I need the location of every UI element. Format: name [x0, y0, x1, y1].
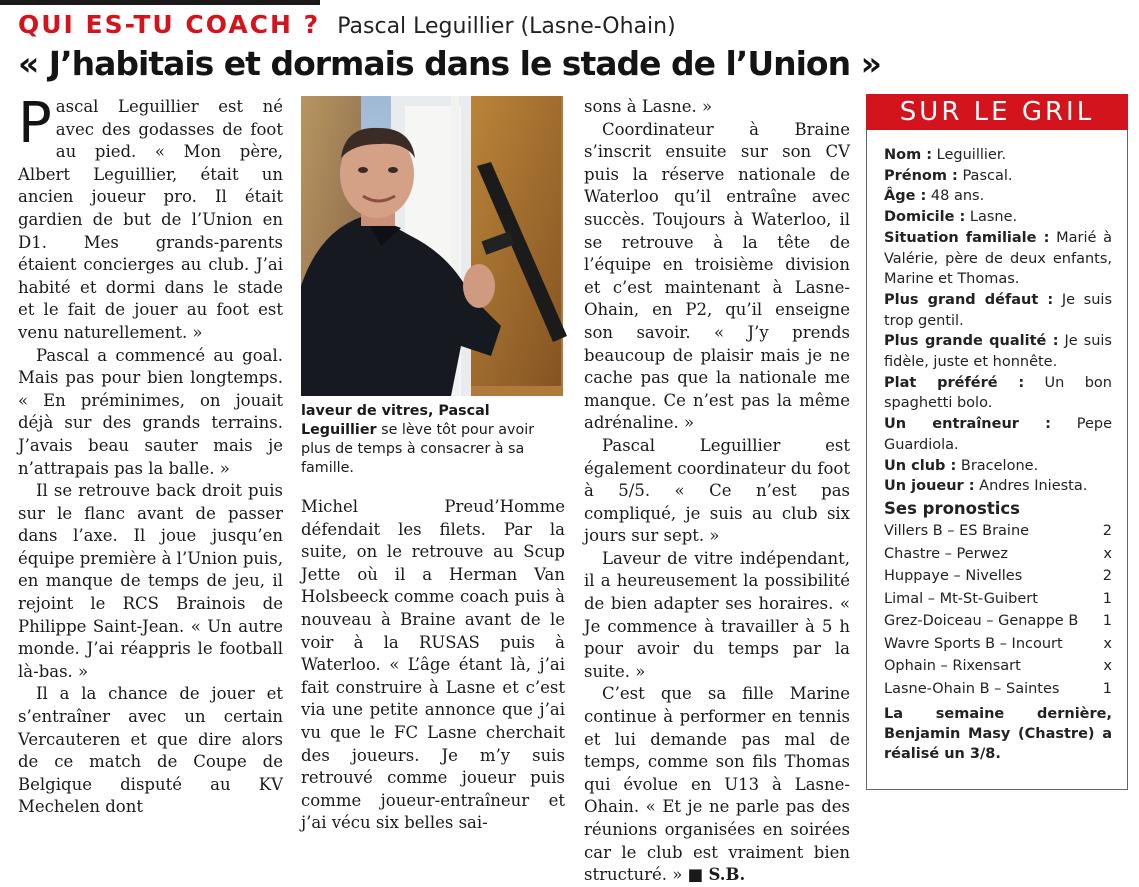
pronostic-pick: 1: [1102, 680, 1112, 697]
kicker: [18, 10, 676, 42]
fact-label: Prénom :: [884, 167, 958, 184]
pronostic-row: [884, 634, 1112, 655]
fact-row: [884, 331, 1112, 372]
pronostic-row: [884, 611, 1112, 632]
fact-value: Marié à Valérie, père de deux enfants, Marine et Thomas.: [884, 229, 1112, 288]
fact-value: Je suis trop gentil.: [884, 291, 1112, 329]
pronostic-row: [884, 589, 1112, 610]
fact-label: Un club :: [884, 457, 957, 474]
paragraph: Laveur de vitre indépendant, il a heureusement la possibilité de bien adapter ses horaires. « Je commence à travailler à 5 h pour avoir du temps par la suite. »: [584, 548, 850, 681]
pronostic-match: Villers B – ES Braine: [884, 523, 1030, 540]
fact-value: Pepe Guardiola.: [884, 416, 1112, 453]
pronostic-row: [884, 566, 1112, 587]
fact-value: Je suis fidèle, juste et honnête.: [884, 333, 1112, 371]
pronostic-pick: x: [1103, 635, 1112, 652]
fact-row: [884, 373, 1112, 414]
pronostic-pick: x: [1103, 545, 1112, 562]
pronostic-row: [884, 679, 1112, 700]
fact-label: Un entraîneur :: [884, 416, 1051, 433]
pronostic-match: Limal – Mt-St-Guibert: [884, 590, 1038, 607]
pronostic-pick: x: [1103, 658, 1112, 675]
top-rule: [0, 0, 320, 5]
paragraph: Il se retrouve back droit puis sur le flanc avant de passer dans l’axe. Il joue jusqu’en équipe première à l’Union puis, en manque de temps de jeu, il rejoint le RCS Brainois de Philippe Saint-Jean. « Un autre monde. J’ai réappris le football là-bas. »: [18, 481, 283, 681]
pronostic-match: Grez-Doiceau – Genappe B: [884, 613, 1079, 630]
paragraph: Pascal a commencé au goal. Mais pas pour bien longtemps. « En préminimes, on jouait déjà sur des grands terrains. J’avais beau sauter mais je n’attrapais pas la balle. »: [18, 345, 283, 478]
paragraph: sons à Lasne. »: [584, 97, 713, 116]
fact-label: Nom :: [884, 147, 933, 163]
rubric-label: QUI ES-TU COACH ?: [18, 10, 321, 39]
pronostic-pick: 2: [1102, 568, 1112, 585]
paragraph: C’est que sa fille Marine continue à performer en tennis et lui demande pas mal de temps, comme son fils Thomas qui évolue en U13 à Lasne-Ohain. « Et je ne parle pas des réunions organisées en soirées car le club est vraiment bien structuré. » ■ S.B.: [584, 684, 850, 885]
author-signature: S.B.: [708, 865, 746, 885]
headline: « J’habitais et dormais dans le stade de l’Union »: [18, 44, 881, 83]
fact-row: [884, 228, 1112, 290]
fact-value: Bracelone.: [956, 457, 1039, 474]
fact-label: Plus grande qualité :: [884, 333, 1059, 350]
pronostic-match: Lasne-Ohain B – Saintes: [884, 680, 1060, 697]
pronostic-pick: 2: [1102, 523, 1112, 540]
caption-text: se lève tôt pour avoir plus de temps à consacrer à sa famille.: [301, 422, 535, 476]
pronostic-pick: 1: [1102, 613, 1112, 630]
portrait-photo: [301, 96, 563, 396]
pronostic-match: Chastre – Perwez: [884, 545, 1008, 562]
fact-label: Plat préféré :: [884, 374, 1025, 391]
fact-value: Leguillier.: [932, 147, 1007, 163]
last-week-result: La semaine dernière, Benjamin Masy (Chastre) a réalisé un 3/8.: [884, 705, 1112, 762]
fact-value: Pascal.: [957, 167, 1013, 184]
photo-caption: [301, 402, 563, 478]
subject-name: Pascal Leguillier (Lasne-Ohain): [337, 14, 676, 39]
fact-value: Andres Iniesta.: [974, 478, 1088, 495]
paragraph: Michel Preud’Homme défendait les filets. Par la suite, on le retrouve au Scup Jette où il a Herman Van Holsbeeck comme coach puis à nouveau à Braine avant de le voir à la RUSAS puis à Waterloo. « L’âge étant là, j’ai fait construire à Lasne et c’est via une petite annonce que j’ai vu que le FC Lasne cherchait des joueurs. Je m’y suis retrouvé comme joueur puis comme joueur-entraîneur et j’ai vécu six belles sai-: [301, 497, 565, 833]
fact-label: Âge :: [884, 188, 927, 205]
paragraph: Pascal Leguillier est né avec des godasses de foot au pied. « Mon père, Albert Leguillier, était un ancien joueur pro. Il était gardien de but de l’Union en D1. Mes grands-parents étaient concierges au club. J’ai habité et dormi dans le stade et le fait de jouer au foot est venu naturellement. »: [18, 91, 283, 342]
fact-value: Un bon spaghetti bolo.: [884, 374, 1112, 412]
fact-label: Plus grand défaut :: [884, 291, 1054, 308]
caption-lead: laveur de vitres, Pascal Leguillier: [301, 403, 490, 438]
pronostic-match: Huppaye – Nivelles: [884, 568, 1023, 585]
paragraph: Pascal Leguillier est également coordinateur du foot à 5/5. « Ce n’est pas compliqué, je suis au club six jours sur sept. »: [584, 435, 850, 546]
fact-row: [884, 207, 1112, 228]
pronostic-match: Wavre Sports B – Incourt: [884, 635, 1063, 652]
sidebar-content: [884, 145, 1112, 764]
fact-value: 48 ans.: [926, 188, 985, 205]
drop-cap: P: [18, 91, 52, 156]
pronostics-list: [884, 521, 1112, 699]
fact-label: Situation familiale :: [884, 229, 1050, 246]
end-mark-icon: ■: [687, 865, 704, 885]
article-column-3: [584, 96, 850, 887]
pronostic-row: [884, 521, 1112, 542]
fact-row: [884, 290, 1112, 331]
fact-row: [884, 186, 1112, 207]
fact-row: [884, 456, 1112, 477]
fact-row: [884, 476, 1112, 497]
paragraph: Il a la chance de jouer et s’entraîner avec un certain Vercauteren et que dire alors de ce match de Coupe de Belgique disputé au KV Mechelen dont: [18, 684, 283, 817]
facts-list: [884, 145, 1112, 497]
fact-row: [884, 414, 1112, 455]
pronostic-row: [884, 544, 1112, 565]
fact-label: Domicile :: [884, 209, 966, 226]
fact-value: Lasne.: [965, 209, 1018, 226]
article-column-1: [18, 91, 283, 819]
article-column-2: [301, 496, 565, 835]
fact-row: [884, 145, 1112, 166]
sidebar-title: SUR LE GRIL: [866, 94, 1128, 130]
fact-row: [884, 166, 1112, 187]
pronostic-match: Ophain – Rixensart: [884, 658, 1021, 675]
pronostic-pick: 1: [1102, 590, 1112, 607]
fact-label: Un joueur :: [884, 478, 975, 495]
paragraph: Coordinateur à Braine s’inscrit ensuite sur son CV puis la réserve nationale de Waterloo qu’il entraîne avec succès. Toujours à Waterloo, il se retrouve à la tête de l’équipe en troisième division et c’est maintenant à Lasne-Ohain, en P2, qu’il enseigne son savoir. « J’y prends beaucoup de plaisir mais je ne cache pas que la nationale me manque. Ce n’est pas la même adrénaline. »: [584, 119, 850, 433]
pronostics-title: Ses pronostics: [884, 498, 1020, 518]
pronostic-row: [884, 656, 1112, 677]
